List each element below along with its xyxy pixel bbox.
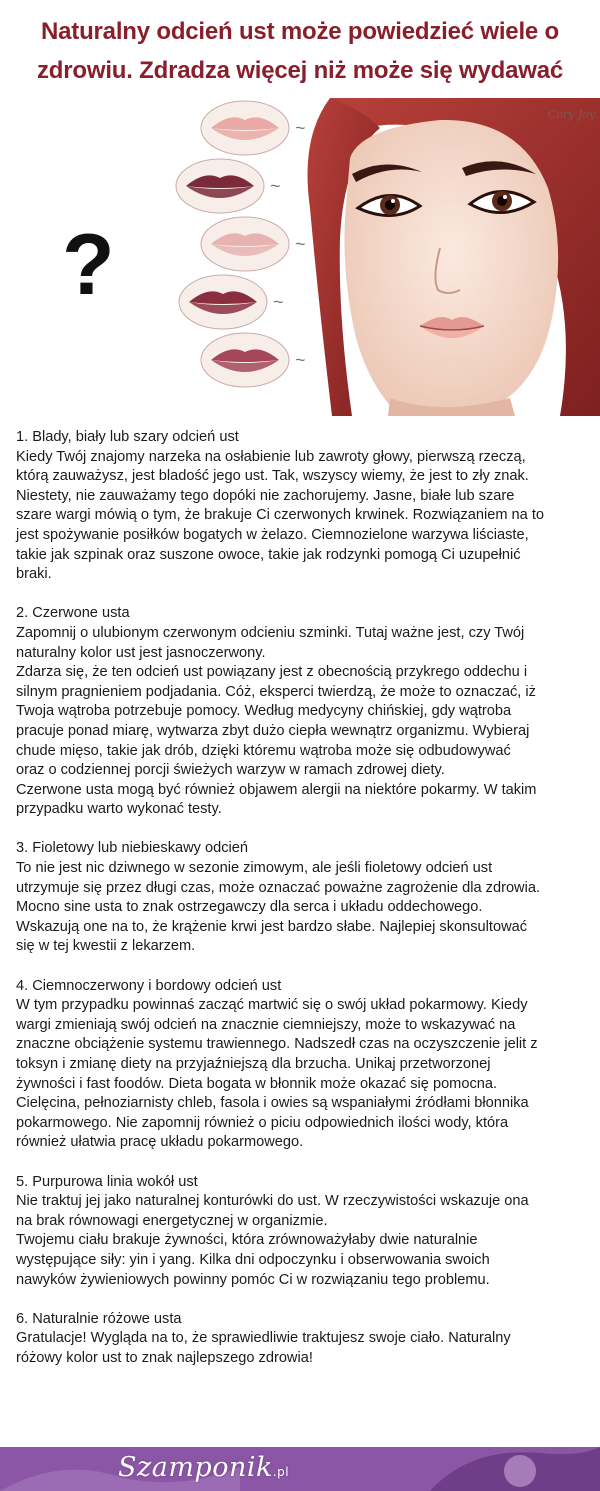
text-line: również ułatwia pracę układu pokarmowego. — [16, 1134, 304, 1151]
face-shape — [344, 120, 558, 416]
text-line: różowy kolor ust to znak najlepszego zdrowia! — [16, 1349, 313, 1366]
section-heading: 6. Naturalnie różowe usta — [16, 1310, 182, 1327]
section-purple-lips — [16, 839, 588, 957]
text-line: silnym pragnieniem podjadania. Cóż, eksperci twierdzą, że może to oznaczać, iż — [16, 683, 536, 700]
text-line: toksyn i zmianę diety na przyjaźniejszą dla brzucha. Unikaj przetworzonej — [16, 1056, 491, 1072]
section-heading: 4. Ciemnoczerwony i bordowy odcień ust — [16, 977, 282, 994]
text-line: braki. — [16, 566, 52, 583]
question-mark: ? — [62, 217, 115, 313]
text-line: Twoja wątroba potrzebuje pomocy. Według medycyny chińskiej, gdy wątroba — [16, 703, 512, 720]
brand-name: Szamponik — [118, 1452, 273, 1483]
text-line: To nie jest nic dziwnego w sezonie zimowym, ale jeśli fioletowy odcień ust — [16, 860, 493, 877]
article-headline — [0, 0, 600, 98]
lip-swatch-2 — [176, 159, 281, 213]
section-red-lips — [16, 604, 588, 820]
text-line: Zdarza się, że ten odcień ust powiązany jest z obecnością przykrego oddechu i — [16, 664, 528, 681]
text-line: się w tej kwestii z lekarzem. — [16, 938, 196, 955]
section-heading: 2. Czerwone usta — [16, 605, 130, 622]
section-heading: 5. Purpurowa linia wokół ust — [16, 1173, 198, 1190]
text-line: chude mięso, takie jak drób, dzięki któremu wątroba może się odbudowywać — [16, 742, 511, 759]
lip-swatch-1 — [201, 101, 306, 155]
tilde-mark: ~ — [295, 118, 306, 138]
text-line: utrzymuje się przez długi czas, może oznaczać poważne zagrożenie dla zdrowia. — [16, 879, 541, 896]
text-line: Kiedy Twój znajomy narzeka na osłabienie lub zawroty głowy, pierwszą rzeczą, — [16, 448, 526, 465]
section-pale-lips — [16, 428, 588, 585]
text-line: pokarmowego. Nie zapomnij również o piciu odpowiednich ilości wody, która — [16, 1114, 509, 1131]
text-line: jest spożywanie posiłków bogatych w żelazo. Ciemnozielone warzywa liściaste, — [16, 526, 529, 543]
lip-swatch-5 — [201, 333, 306, 387]
text-line: Gratulacje! Wygląda na to, że sprawiedliwie traktujesz swoje ciało. Naturalny — [16, 1330, 511, 1347]
brand-logo[interactable] — [118, 1452, 289, 1483]
text-line: Czerwone usta mogą być również objawem alergii na niektóre pokarmy. W takim — [16, 781, 537, 798]
text-line: nawyków żywieniowych powinny pomóc Ci w rozwiązaniu tego problemu. — [16, 1271, 490, 1288]
artist-signature: Cory Joy — [548, 108, 596, 121]
text-line: na brak równowagi energetycznej w organizmie. — [16, 1212, 328, 1229]
text-line: Twojemu ciału brakuje żywności, która zrównoważyłaby dwie naturalnie — [16, 1232, 478, 1249]
tilde-mark: ~ — [295, 350, 306, 370]
footer-decoration — [0, 1447, 600, 1491]
text-line: Cielęcina, pełnoziarnisty chleb, fasola i owies są wspaniałymi źródłami błonnika — [16, 1095, 529, 1112]
tilde-mark: ~ — [295, 234, 306, 254]
text-line: takie jak szpinak oraz suszone owoce, takie jak rodzynki pomogą Ci uzupełnić — [16, 546, 521, 563]
text-line: oraz o codziennej porcji świeżych warzyw w ramach zdrowej diety. — [16, 762, 445, 779]
section-heading: 1. Blady, biały lub szary odcień ust — [16, 429, 239, 445]
text-line: Niestety, nie zauważamy tego dopóki nie zachorujemy. Jasne, białe lub szare — [16, 487, 515, 504]
text-line: szare wargi mówią o tym, że brakuje Ci czerwonych krwinek. Rozwiązaniem na to — [16, 507, 544, 524]
section-pink-lips — [16, 1310, 588, 1369]
footer-banner — [0, 1447, 600, 1491]
text-line: naturalny kolor ust jest jasnoczerwony. — [16, 644, 266, 661]
text-line: którą zauważysz, jest bladość jego ust. Tak, wszyscy wiemy, że jest to zły znak. — [16, 468, 529, 485]
article-body — [16, 428, 588, 1388]
illustration-svg — [0, 98, 600, 416]
text-line: Zapomnij o ulubionym czerwonym odcieniu szminki. Tutaj ważne jest, czy Twój — [16, 624, 525, 641]
section-dark-red-lips — [16, 977, 588, 1153]
text-line: występujące siły: yin i yang. Kilka dni odpoczynku i obserwowania swoich — [16, 1251, 490, 1268]
text-line: przypadku warto wykonać testy. — [16, 801, 222, 818]
brand-tld: .pl — [272, 1465, 290, 1479]
headline-line-1: Naturalny odcień ust może powiedzieć wiele o — [41, 18, 559, 45]
tilde-mark: ~ — [273, 292, 284, 312]
text-line: Nie traktuj jej jako naturalnej konturówki do ust. W rzeczywistości wskazuje ona — [16, 1193, 529, 1210]
text-line: Mocno sine usta to znak ostrzegawczy dla serca i układu oddechowego. — [16, 899, 483, 916]
text-line: W tym przypadku powinnaś zacząć martwić się o swój układ pokarmowy. Kiedy — [16, 997, 528, 1014]
section-purple-line — [16, 1173, 588, 1291]
lip-swatch-4 — [179, 275, 284, 329]
text-line: pracuje ponad miarę, wytwarza zbyt dużo ciepła wewnątrz organizmu. Wybieraj — [16, 722, 530, 739]
tilde-mark: ~ — [270, 176, 281, 196]
lip-swatches — [176, 101, 306, 387]
text-line: wargi zmieniają swój odcień na znacznie ciemniejszy, może to wskazywać na — [16, 1016, 516, 1033]
section-heading: 3. Fioletowy lub niebieskawy odcień — [16, 840, 249, 857]
headline-line-2: zdrowiu. Zdradza więcej niż może się wydawać — [36, 57, 564, 84]
text-line: Wskazują one na to, że krążenie krwi jest bardzo słabe. Najlepiej skonsultować — [16, 918, 528, 935]
text-line: żywności i fast foodów. Dieta bogata w błonnik może okazać się pomocna. — [16, 1075, 498, 1092]
text-line: znaczne obciążenie systemu trawiennego. Nadszedł czas na oczyszczenie jelit z — [16, 1036, 538, 1053]
lip-swatch-3 — [201, 217, 306, 271]
hero-illustration — [0, 98, 600, 416]
